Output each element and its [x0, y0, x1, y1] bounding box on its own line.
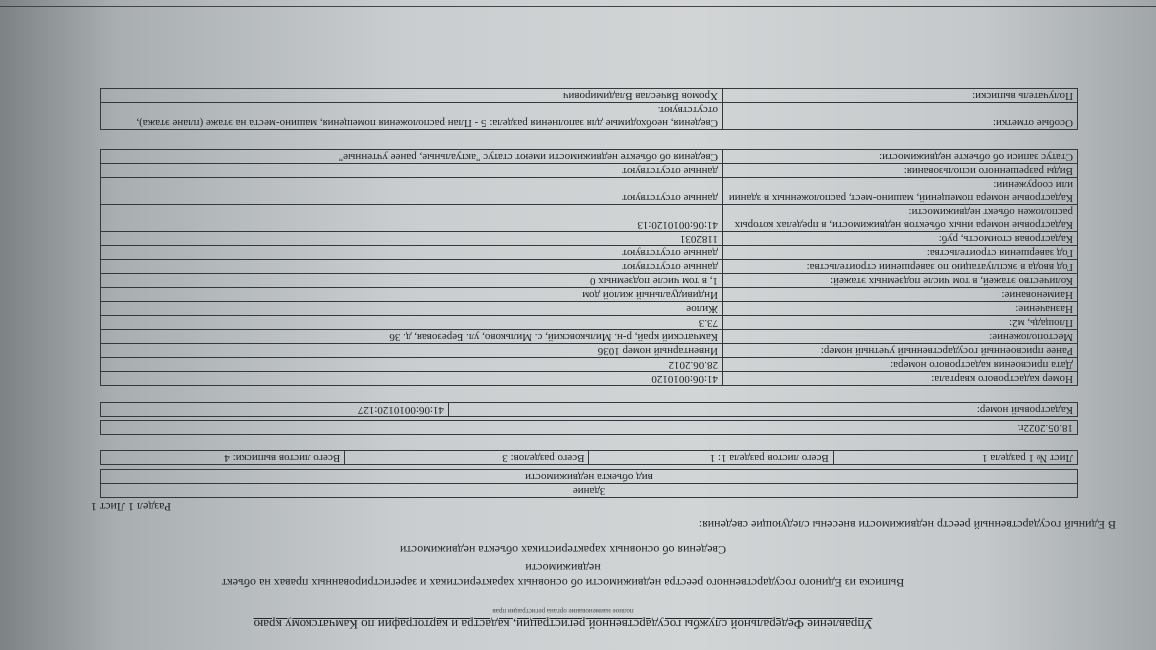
row-value: Жилое: [101, 302, 723, 316]
row-label: Местоположение:: [723, 330, 1078, 344]
row-label: Ранее присвоенный государственный учетный номер:: [723, 344, 1078, 358]
table-row: [101, 344, 1078, 358]
row-label: Номер кадастрового квартала:: [723, 372, 1078, 386]
row-value: данные отсутствуют: [101, 260, 723, 274]
row-value: Сведения об объекте недвижимости имеют статус "актуальные, ранее учтенные": [101, 150, 723, 164]
table-row: [101, 330, 1078, 344]
sections-total: Всего разделов: 3: [345, 451, 589, 465]
sheet-number: Лист № 1 раздела 1: [833, 451, 1077, 465]
row-value: 1, в том числе подземных 0: [101, 274, 723, 288]
section-sheets-total: Всего листов раздела 1: 1: [589, 451, 833, 465]
row-label: Год завершения строительства:: [723, 246, 1078, 260]
row-value: данные отсутствуют: [101, 246, 723, 260]
row-label: Назначение:: [723, 302, 1078, 316]
table-row: [101, 178, 1078, 205]
table-row: [101, 89, 1078, 103]
row-value: 28.06.2012: [101, 358, 723, 372]
special-notes-label: Особые отметки:: [723, 103, 1078, 130]
row-label: Кадастровые номера помещений, машино-мест, расположенных в здании или сооружении:: [723, 178, 1078, 205]
cadastral-value: 41:06:0010120:127: [101, 403, 449, 417]
object-kind: Здание: [101, 484, 1078, 498]
row-value: Индивидуальный жилой дом: [101, 288, 723, 302]
table-row: [101, 205, 1078, 232]
sheet-counts-table: [100, 450, 1078, 465]
row-value: 41:06:0010120:13: [101, 205, 723, 232]
table-row: [101, 358, 1078, 372]
table-row: [101, 232, 1078, 246]
recipient-value: Хромов Вячеслав Владимирович: [101, 89, 723, 103]
characteristics-table: [100, 149, 1078, 386]
row-label: Наименование:: [723, 288, 1078, 302]
page-edge-line: [0, 6, 1156, 7]
row-label: Дата присвоения кадастрового номера:: [723, 358, 1078, 372]
table-row: [101, 103, 1078, 130]
row-value: Камчатский край, р-н. Мильковский, с. Мильково, ул. Березовая, д. 36: [101, 330, 723, 344]
table-row: [101, 302, 1078, 316]
document-title: Выписка из Единого государственного реестра недвижимости об основных характеристиках и зарегистрированных правах на объект недвижимости: [221, 561, 905, 590]
row-value: данные отсутствуют: [101, 164, 723, 178]
extract-sheets-total: Всего листов выписки: 4: [101, 451, 345, 465]
cadastral-label: Кадастровый номер:: [449, 403, 1078, 417]
row-value: 41:06:0010120: [101, 372, 723, 386]
row-value: Инвентарный номер 1036: [101, 344, 723, 358]
table-row: [101, 150, 1078, 164]
table-row: [101, 316, 1078, 330]
notes-table: [100, 88, 1078, 130]
table-row: [101, 164, 1078, 178]
row-label: Кадастровая стоимость, руб:: [723, 232, 1078, 246]
row-label: Кадастровые номера иных объектов недвижимости, в пределах которых расположен объект недвижимости:: [723, 205, 1078, 232]
row-value: 73.3: [101, 316, 723, 330]
intro-text: В Единый государственный реестр недвижимости внесены следующие сведения:: [698, 518, 1116, 532]
special-notes-value: Сведения, необходимые для заполнения раздела: 5 - План расположения помещения, машино-места на этаже (плане этажа), отсутствуют.: [101, 103, 723, 130]
table-row: [101, 372, 1078, 386]
extract-date: 18.05.2022г.: [101, 421, 1078, 435]
table-row: [101, 274, 1078, 288]
row-label: Виды разрешенного использования:: [723, 164, 1078, 178]
section-label: Раздел 1 Лист 1: [90, 500, 171, 514]
row-label: Количество этажей, в том числе подземных этажей:: [723, 274, 1078, 288]
agency-name: Управление Федеральной службы государственной регистрации, кадастра и картографии по Камчатскому краю: [253, 617, 873, 632]
object-kind-caption: вид объекта недвижимости: [101, 470, 1078, 484]
agency-caption: полное наименование органа регистрации прав: [492, 607, 634, 615]
date-table: [100, 420, 1078, 435]
document-subtitle: Сведения об основных характеристиках объекта недвижимости: [399, 543, 727, 557]
row-label: Статус записи об объекте недвижимости:: [723, 150, 1078, 164]
object-header-table: [100, 469, 1078, 498]
table-row: [101, 246, 1078, 260]
table-row: [101, 260, 1078, 274]
table-row: [101, 288, 1078, 302]
row-value: данные отсутствуют: [101, 178, 723, 205]
row-label: Год ввода в эксплуатацию по завершении строительства:: [723, 260, 1078, 274]
recipient-label: Получатель выписки:: [723, 89, 1078, 103]
cadastral-number-table: [100, 402, 1078, 417]
row-label: Площадь, м2:: [723, 316, 1078, 330]
row-value: 1182031: [101, 232, 723, 246]
